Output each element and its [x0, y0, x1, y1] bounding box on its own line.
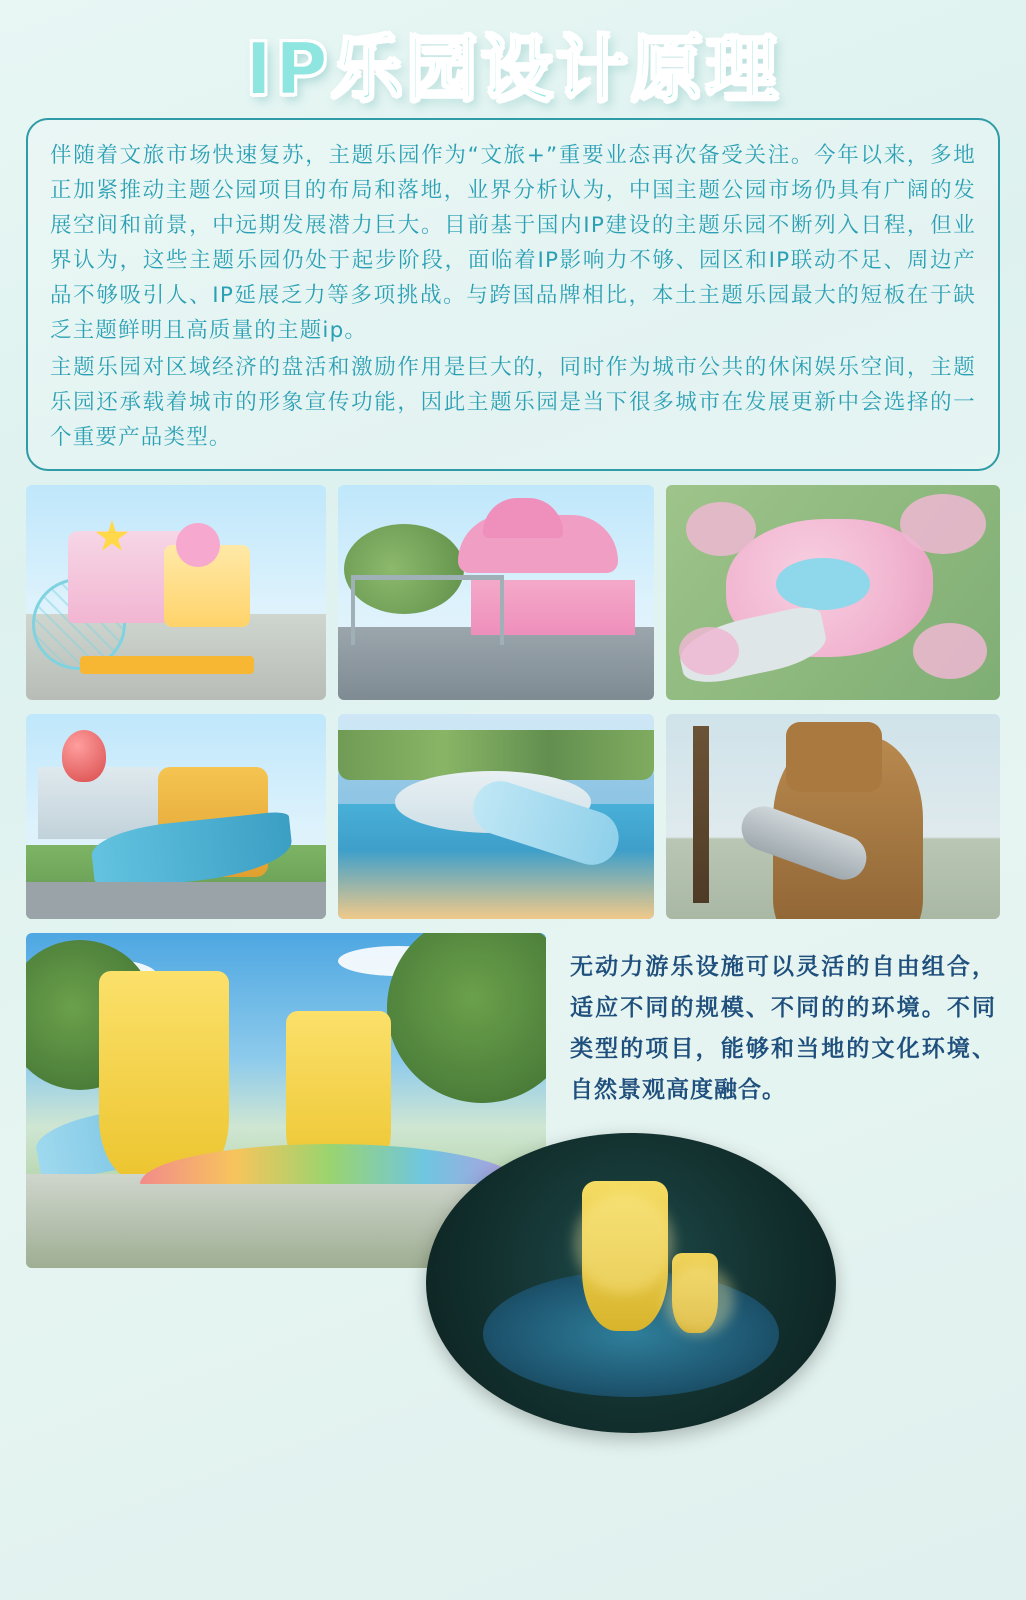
intro-text-panel — [26, 118, 1000, 471]
photo-balloon-blue-slide — [26, 714, 326, 919]
photo-aerial-pink-park — [666, 485, 1000, 700]
gallery-row-2 — [26, 714, 1000, 919]
photo-night-scene — [426, 1133, 836, 1433]
photo-colorful-plaza — [338, 714, 654, 919]
intro-paragraph-2: 主题乐园对区域经济的盘活和激励作用是巨大的，同时作为城市公共的休闲娱乐空间，主题乐园还承载着城市的形象宣传功能，因此主题乐园是当下很多城市在发展更新中会选择的一个重要产品类型。 — [50, 355, 976, 450]
gallery-row-1 — [26, 485, 1000, 700]
side-note-text: 无动力游乐设施可以灵活的自由组合，适应不同的规模、不同的的环境。不同类型的项目，能够和当地的文化环境、自然景观高度融合。 — [570, 954, 996, 1103]
title-container — [26, 0, 1000, 118]
photo-cake-tower-playground — [26, 485, 326, 700]
photo-pink-canopy-swing — [338, 485, 654, 700]
page-title: IP乐园设计原理 — [245, 27, 781, 111]
intro-paragraph-1: 伴随着文旅市场快速复苏，主题乐园作为“文旅+”重要业态再次备受关注。今年以来，多地正加紧推动主题公园项目的布局和落地，业界分析认为，中国主题公园市场仍具有广阔的发展空间和前景，中远期发展潜力巨大。目前基于国内IP建设的主题乐园不断列入日程，但业界认为，这些主题乐园仍处于起步阶段，面临着IP影响力不够、园区和IP联动不足、周边产品不够吸引人、IP延展乏力等多项挑战。与跨国品牌相比，本土主题乐园最大的短板在于缺乏主题鲜明且高质量的主题ip。 — [50, 143, 976, 343]
photo-wooden-creature — [666, 714, 1000, 919]
bottom-section — [26, 933, 1000, 1268]
